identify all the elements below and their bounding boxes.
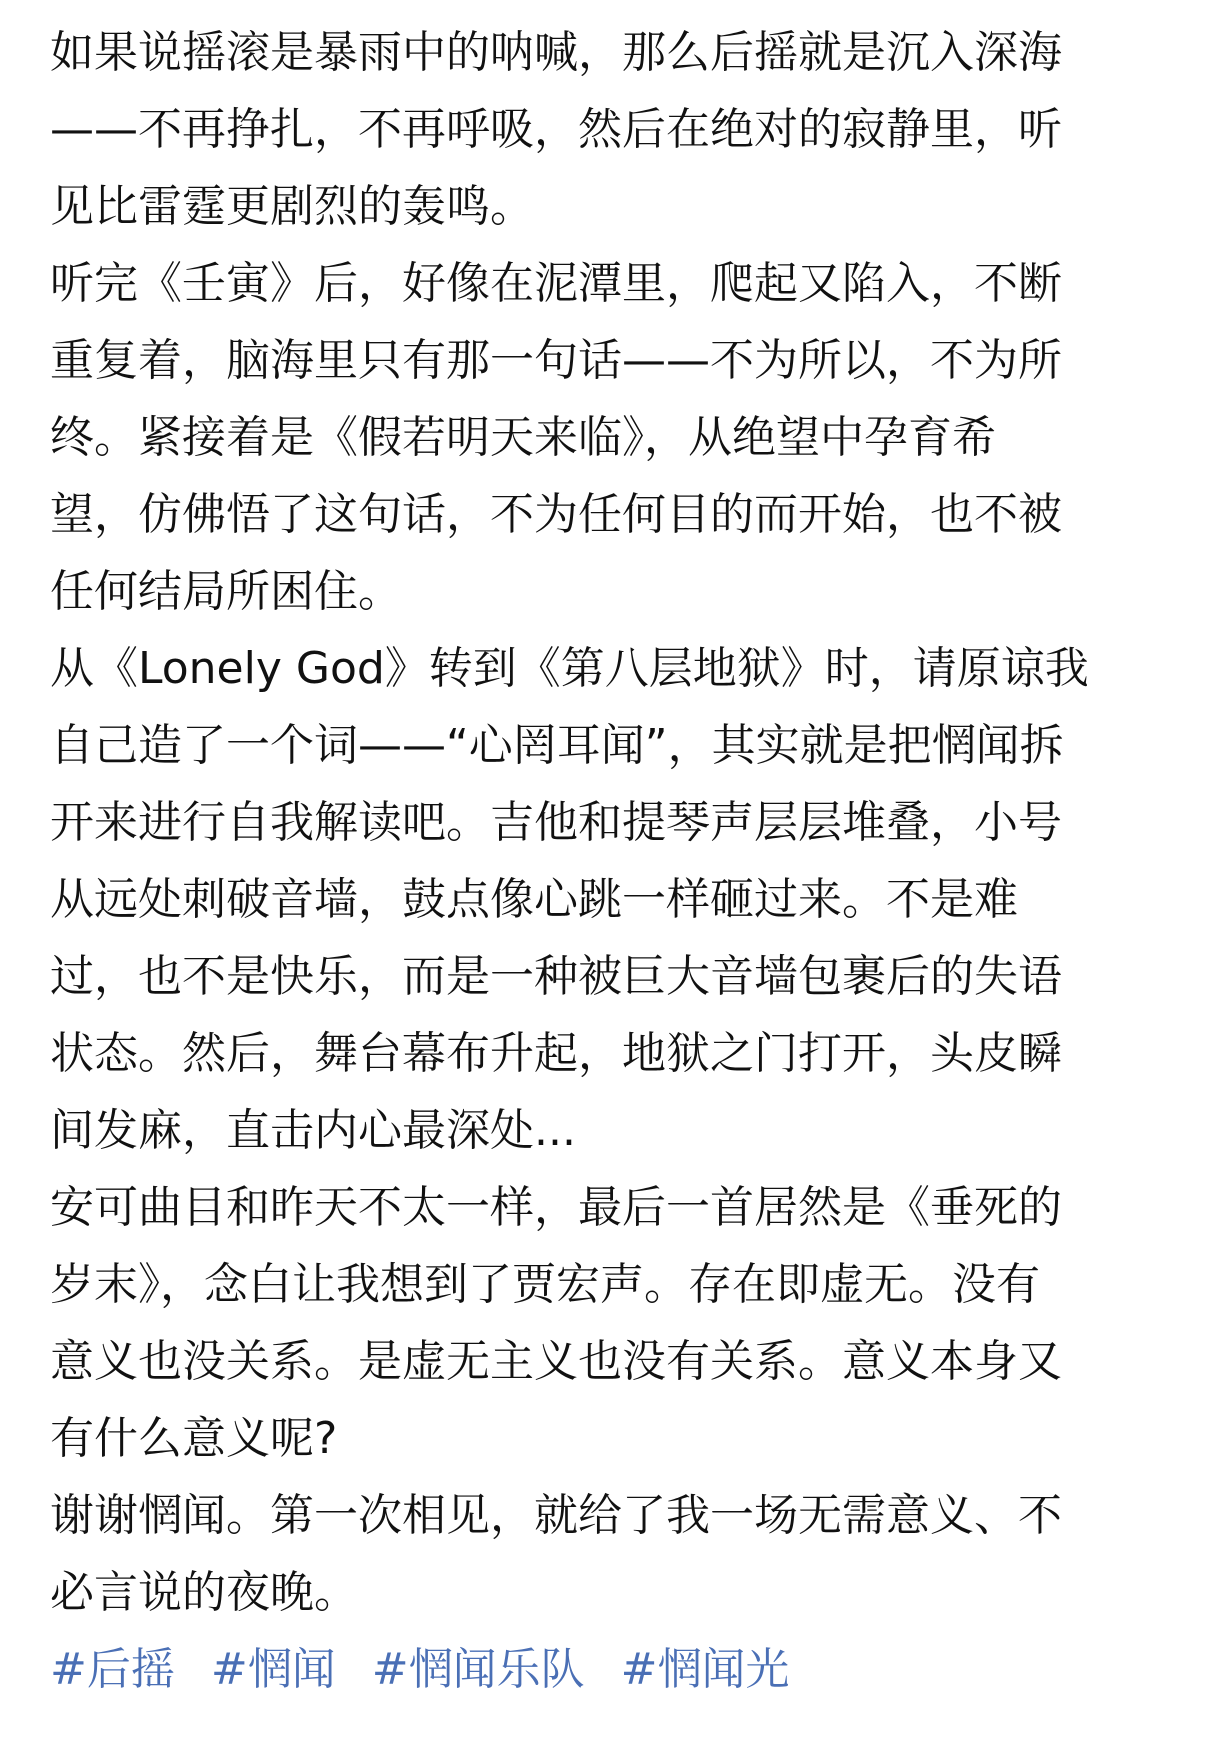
text-line: 望，仿佛悟了这句话，不为任何目的而开始，也不被 [50,489,1062,540]
hashtag-link[interactable]: #惘闻光 [620,1644,790,1695]
text-line: 安可曲目和昨天不太一样，最后一首居然是《垂死的 [50,1182,1062,1233]
hashtag-link[interactable]: #后摇 [50,1644,175,1695]
paragraph-2 [50,245,1156,630]
text-line: 听完《壬寅》后，好像在泥潭里，爬起又陷入，不断 [50,258,1062,309]
paragraph-4 [50,1169,1156,1477]
post-body [50,14,1156,1708]
text-line: 自己造了一个词——“心罔耳闻”，其实就是把惘闻拆 [50,720,1064,771]
text-line: 见比雷霆更剧烈的轰鸣。 [50,181,534,232]
text-line: 从远处刺破音墙，鼓点像心跳一样砸过来。不是难 [50,874,1018,925]
text-line: 谢谢惘闻。第一次相见，就给了我一场无需意义、不 [50,1490,1062,1541]
text-line: 有什么意义呢? [50,1413,338,1464]
paragraph-5 [50,1477,1156,1631]
text-line: 终。紧接着是《假若明天来临》，从绝望中孕育希 [50,412,996,463]
paragraph-1 [50,14,1156,245]
text-line: 重复着，脑海里只有那一句话——不为所以，不为所 [50,335,1062,386]
text-line: 开来进行自我解读吧。吉他和提琴声层层堆叠，小号 [50,797,1062,848]
text-line: 必言说的夜晚。 [50,1567,358,1618]
text-line: 从《Lonely God》转到《第八层地狱》时，请原谅我 [50,643,1089,694]
text-line: 状态。然后，舞台幕布升起，地狱之门打开，头皮瞬 [50,1028,1062,1079]
hashtag-link[interactable]: #惘闻乐队 [371,1644,585,1695]
text-line: 意义也没关系。是虚无主义也没有关系。意义本身又 [50,1336,1062,1387]
hashtag-link[interactable]: #惘闻 [210,1644,336,1695]
text-line: 岁末》，念白让我想到了贾宏声。存在即虚无。没有 [50,1259,1040,1310]
text-line: 间发麻，直击内心最深处... [50,1105,576,1156]
text-line: 如果说摇滚是暴雨中的呐喊，那么后摇就是沉入深海 [50,27,1062,78]
hashtag-row [50,1631,1156,1708]
text-line: 过，也不是快乐，而是一种被巨大音墙包裹后的失语 [50,951,1062,1002]
text-line: 任何结局所困住。 [50,566,402,617]
paragraph-3 [50,630,1156,1169]
text-line: ——不再挣扎，不再呼吸，然后在绝对的寂静里，听 [50,104,1062,155]
